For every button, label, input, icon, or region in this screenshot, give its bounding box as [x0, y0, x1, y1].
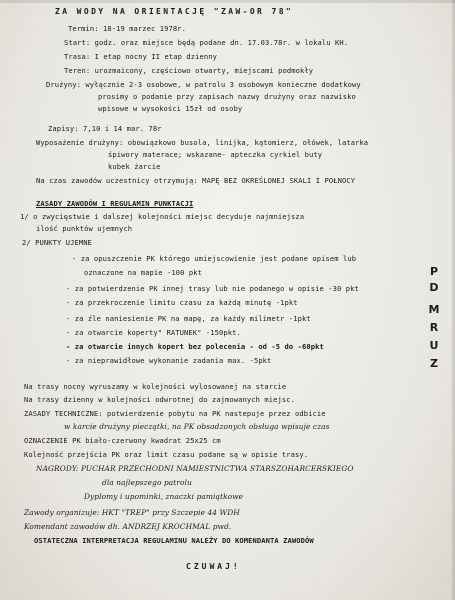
text-line: kubek żarcie: [108, 162, 161, 171]
text-line: Na trasy dzienny w kolejności odwrotnej do zajmowanych miejsc.: [24, 395, 295, 404]
handwritten-line: NAGRODY: PUCHAR PRZECHODNI NAMIESTNICTWA STARSZOHARCERSKIEGO: [36, 464, 354, 473]
text-line: - za opuszczenie PK którego umiejscowienie jest podane opisem lub: [72, 254, 357, 263]
handwritten-line: Zawody organizuje: HKT "TREP" przy Szczepie 44 WDH: [24, 508, 240, 517]
text-line: - za nieprawidłowe wykonanie zadania max. -5pkt: [66, 356, 272, 365]
handwritten-line: Komendant zawodów dh. ANDRZEJ KROCHMAL pwd.: [24, 522, 232, 531]
text-line: - za otwarcie innych kopert bez polecenia - od -5 do -60pkt: [66, 342, 324, 351]
text-line: śpiwory materace; wskazane- apteczka cyrkiel buty: [108, 150, 323, 159]
text-line: Zapisy: 7,10 i 14 mar. 78r: [48, 124, 162, 133]
text-line: - za źle naniesienie PK na mapę, za każdy milimetr -1pkt: [66, 314, 311, 323]
text-line: - za przekroczenie limitu czasu za każdą minutę -1pkt: [66, 298, 298, 307]
text-line: wpisowe w wysokości 15zł od osoby: [98, 104, 243, 113]
document-title: ZA WODY NA ORIENTACJĘ "ZAW-OR 78": [55, 7, 294, 16]
margin-letter: P: [429, 265, 439, 278]
margin-note: [427, 264, 441, 374]
handwritten-line: dla najlepszego patrolu: [102, 478, 192, 487]
text-line: OSTATECZNA INTERPRETACJA REGULAMINU NALEŻY DO KOMENDANTA ZAWODÓW: [34, 536, 314, 545]
margin-letter: R: [429, 321, 439, 334]
text-line: Trasa: I etap nocny II etap dzienny: [64, 52, 217, 61]
handwritten-line: Dyplomy i upominki, znaczki pamiątkowe: [84, 492, 244, 501]
handwritten-line: w karcie drużyny pieczątki, na PK obsadzonych obsługa wpisuje czas: [64, 422, 330, 431]
text-line: - za otwarcie koperty" RATUNEK" -150pkt.: [66, 328, 241, 337]
text-line: Na czas zawodów uczestnicy otrzymują: MAPĘ BEZ OKREŚLONEJ SKALI I POŁNOCY: [36, 176, 356, 185]
text-line: oznaczone na mapie -100 pkt: [84, 268, 203, 277]
text-line: - za potwierdzenie PK innej trasy lub nie podanego w opisie -30 pkt: [66, 284, 359, 293]
text-line: Drużyny: wyłącznie 2-3 osobowe, w patrolu 3 osobowym konieczne dodatkowy: [46, 80, 361, 89]
text-line: Kolejność przejścia PK oraz limit czasu podane są w opisie trasy.: [24, 450, 309, 459]
text-line: 2/ PUNKTY UJEMNE: [22, 238, 92, 247]
margin-letter: Z: [430, 357, 438, 370]
text-line: ZASADY TECHNICZNE: potwierdzenie pobytu na PK nastepuje przez odbicie: [24, 409, 326, 418]
text-line: OZNACZENIE PK biało-czerwony kwadrat 25x25 cm: [24, 436, 221, 445]
text-line: ilość punktów ujemnych: [36, 224, 133, 233]
margin-letter: D: [429, 281, 439, 294]
text-line: prosimy o podanie przy zapisach nazwy drużyny oraz nazwisko: [98, 92, 356, 101]
text-line: 1/ o zwycięstwie i dalszej kolejności miejsc decyduje najmniejsza: [20, 212, 305, 221]
text-line: Start: godz. oraz miejsce będą podane dn. 17.03.78r. w lokalu KH.: [64, 38, 349, 47]
text-line: Teren: urozmaicony, częściowo otwarty, miejscami podmokły: [64, 66, 314, 75]
margin-letter: U: [429, 339, 439, 352]
text-line: Wyposażenie drużyny: obowiązkowo busola, linijka, kątomierz, ołówek, latarka: [36, 138, 369, 147]
margin-letter: M: [428, 303, 440, 316]
section-heading: ZASADY ZAWODÓW I REGULAMIN PUNKTACJI: [36, 199, 194, 208]
text-line: Na trasy nocny wyruszamy w kolejności wylosowanej na starcie: [24, 382, 287, 391]
text-line: Termin: 18-19 marzec 1978r.: [68, 24, 187, 33]
closing-greeting: CZUWAJ!: [186, 562, 241, 571]
